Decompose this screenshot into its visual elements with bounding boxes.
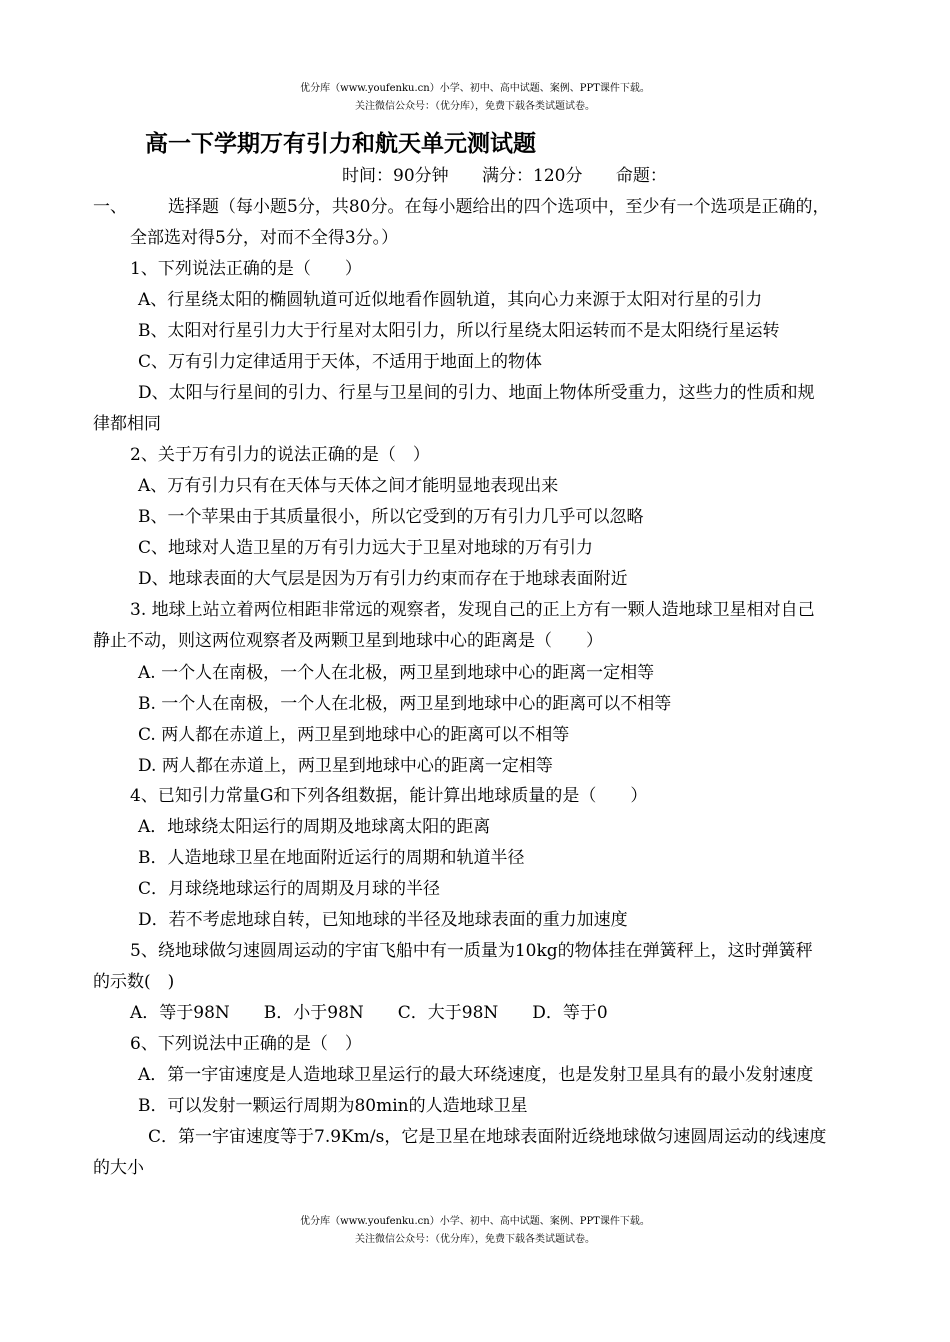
- question-1-option-d: D、太阳与行星间的引力、行星与卫星间的引力、地面上物体所受重力，这些力的性质和规: [138, 383, 815, 403]
- question-3-option-d: D. 两人都在赤道上，两卫星到地球中心的距离一定相等: [138, 756, 553, 776]
- question-1-option-d-cont: 律都相同: [93, 414, 161, 434]
- question-4-option-b: B．人造地球卫星在地面附近运行的周期和轨道半径: [138, 848, 525, 868]
- question-4-option-d: D．若不考虑地球自转，已知地球的半径及地球表面的重力加速度: [138, 910, 628, 930]
- exam-author: 命题：: [615, 166, 667, 186]
- question-1-stem: 1、下列说法正确的是（ ）: [130, 259, 362, 279]
- question-2-option-c: C、地球对人造卫星的万有引力远大于卫星对地球的万有引力: [138, 538, 594, 558]
- footer-line-2: 关注微信公众号：（优分库），免费下载各类试题试卷。: [355, 1234, 595, 1245]
- question-3-option-a: A. 一个人在南极，一个人在北极，两卫星到地球中心的距离一定相等: [138, 663, 655, 683]
- question-2-option-d: D、地球表面的大气层是因为万有引力约束而存在于地球表面附近: [138, 569, 628, 589]
- question-3-stem-cont: 静止不动，则这两位观察者及两颗卫星到地球中心的距离是（ ）: [93, 631, 603, 651]
- exam-meta: [342, 165, 695, 187]
- question-6-option-b: B．可以发射一颗运行周期为80min的人造地球卫星: [138, 1096, 528, 1116]
- section-instructions-cont: 全部选对得5分，对而不全得3分。）: [130, 228, 399, 248]
- question-5-stem: 5、绕地球做匀速圆周运动的宇宙飞船中有一质量为10kg的物体挂在弹簧秤上，这时弹簧秤: [130, 941, 813, 961]
- question-6-option-c: C．第一宇宙速度等于7.9Km/s，它是卫星在地球表面附近绕地球做匀速圆周运动的线速度: [148, 1127, 827, 1147]
- section-instructions: 选择题（每小题5分，共80分。在每小题给出的四个选项中，至少有一个选项是正确的，: [168, 197, 830, 217]
- header-line-1: 优分库（www.youfenku.cn）小学、初中、高中试题、案例、PPT课件下载。: [300, 83, 650, 94]
- exam-time: 时间：90分钟: [342, 166, 449, 186]
- page-title: 高一下学期万有引力和航天单元测试题: [145, 131, 536, 157]
- header-line-2: 关注微信公众号：（优分库），免费下载各类试题试卷。: [355, 101, 595, 112]
- question-1-option-b: B、太阳对行星引力大于行星对太阳引力，所以行星绕太阳运转而不是太阳绕行星运转: [138, 321, 780, 341]
- question-6-option-c-cont: 的大小: [93, 1158, 144, 1178]
- question-2-option-a: A、万有引力只有在天体与天体之间才能明显地表现出来: [138, 476, 559, 496]
- question-3-stem: 3. 地球上站立着两位相距非常远的观察者，发现自己的正上方有一颗人造地球卫星相对自己: [130, 600, 815, 620]
- section-number: 一、: [93, 197, 127, 217]
- question-5-options: A．等于98N B．小于98N C．大于98N D．等于0: [130, 1003, 608, 1023]
- question-4-option-c: C．月球绕地球运行的周期及月球的半径: [138, 879, 441, 899]
- footer-line-1: 优分库（www.youfenku.cn）小学、初中、高中试题、案例、PPT课件下载。: [300, 1216, 650, 1227]
- question-6-option-a: A．第一宇宙速度是人造地球卫星运行的最大环绕速度，也是发射卫星具有的最小发射速度: [138, 1065, 814, 1085]
- question-1-option-c: C、万有引力定律适用于天体，不适用于地面上的物体: [138, 352, 543, 372]
- question-4-stem: 4、已知引力常量G和下列各组数据，能计算出地球质量的是（ ）: [130, 786, 648, 806]
- question-1-option-a: A、行星绕太阳的椭圆轨道可近似地看作圆轨道，其向心力来源于太阳对行星的引力: [138, 290, 763, 310]
- question-5-stem-cont: 的示数( ): [93, 972, 175, 992]
- question-3-option-b: B. 一个人在南极，一个人在北极，两卫星到地球中心的距离可以不相等: [138, 694, 672, 714]
- question-3-option-c: C. 两人都在赤道上，两卫星到地球中心的距离可以不相等: [138, 725, 570, 745]
- question-6-stem: 6、下列说法中正确的是（ ）: [130, 1034, 362, 1054]
- question-4-option-a: A．地球绕太阳运行的周期及地球离太阳的距离: [138, 817, 491, 837]
- question-2-option-b: B、一个苹果由于其质量很小，所以它受到的万有引力几乎可以忽略: [138, 507, 644, 527]
- question-2-stem: 2、关于万有引力的说法正确的是（ ）: [130, 445, 430, 465]
- exam-score: 满分：120分: [482, 166, 583, 186]
